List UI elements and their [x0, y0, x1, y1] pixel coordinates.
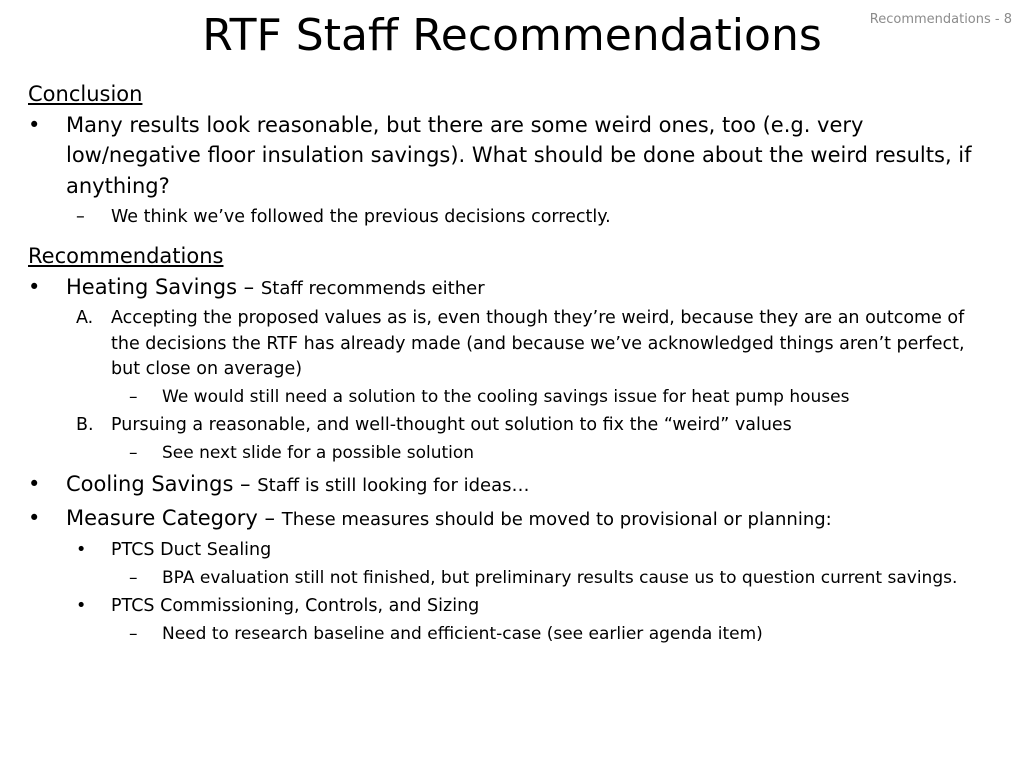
measure-item-commissioning-text: PTCS Commissioning, Controls, and Sizing — [111, 595, 480, 616]
bullet-icon: • — [76, 539, 87, 560]
heating-savings-label: Heating Savings – — [66, 274, 255, 299]
cooling-savings-tail: Staff is still looking for ideas… — [257, 474, 530, 496]
measure-item-commissioning — [28, 594, 988, 619]
dash-icon: – — [129, 624, 138, 645]
dash-icon: – — [129, 568, 138, 589]
measure-item-duct-sealing-text: PTCS Duct Sealing — [111, 539, 272, 560]
conclusion-sub-item — [28, 205, 988, 230]
measure-item-duct-sealing-sub-text: BPA evaluation still not finished, but preliminary results cause us to question current savings. — [162, 568, 958, 589]
heating-option-a-sub — [28, 385, 988, 410]
conclusion-bullet — [28, 110, 988, 201]
slide-title: RTF Staff Recommendations — [202, 10, 822, 61]
dash-icon: – — [76, 207, 85, 228]
slide-number-label: Recommendations - 8 — [869, 12, 1012, 27]
option-b-marker: B. — [76, 414, 94, 435]
cooling-savings-bullet — [28, 469, 988, 499]
bullet-icon: • — [28, 113, 41, 137]
conclusion-bullet-text: Many results look reasonable, but there are some weird ones, too (e.g. very low/negative floor insulation savings). What should be done about the weird results, if anything? — [66, 113, 972, 198]
measure-item-commissioning-sub — [28, 622, 988, 647]
cooling-savings-label: Cooling Savings – — [66, 471, 251, 496]
heating-option-a-sub-text: We would still need a solution to the cooling savings issue for heat pump houses — [162, 387, 850, 408]
heating-option-b-sub — [28, 441, 988, 466]
option-a-marker: A. — [76, 308, 94, 329]
heating-savings-bullet — [28, 272, 988, 302]
bullet-icon: • — [76, 595, 87, 616]
bullet-icon: • — [28, 274, 41, 299]
heating-option-b — [28, 413, 988, 438]
measure-item-commissioning-sub-text: Need to research baseline and efficient-case (see earlier agenda item) — [162, 624, 763, 645]
bullet-icon: • — [28, 506, 41, 531]
dash-icon: – — [129, 387, 138, 408]
conclusion-sub-text: We think we’ve followed the previous decisions correctly. — [111, 207, 611, 228]
measure-item-duct-sealing-sub — [28, 566, 988, 591]
measure-category-bullet — [28, 503, 988, 533]
recommendations-heading: Recommendations — [28, 243, 224, 268]
measure-category-tail: These measures should be moved to provisional or planning: — [281, 509, 832, 531]
conclusion-heading: Conclusion — [28, 82, 143, 106]
heating-savings-tail: Staff recommends either — [260, 277, 485, 299]
measure-category-label: Measure Category – — [66, 506, 276, 531]
heating-option-b-sub-text: See next slide for a possible solution — [162, 443, 475, 464]
dash-icon: – — [129, 443, 138, 464]
bullet-icon: • — [28, 471, 41, 496]
heating-option-a — [28, 306, 988, 382]
slide-body — [28, 82, 988, 650]
heating-option-b-text: Pursuing a reasonable, and well-thought out solution to fix the “weird” values — [111, 414, 792, 435]
heating-option-a-text: Accepting the proposed values as is, even though they’re weird, because they are an outcome of the decisions the RTF has already made (and because we’ve acknowledged things aren’t perfect, but close on average) — [111, 308, 965, 379]
measure-item-duct-sealing — [28, 538, 988, 563]
